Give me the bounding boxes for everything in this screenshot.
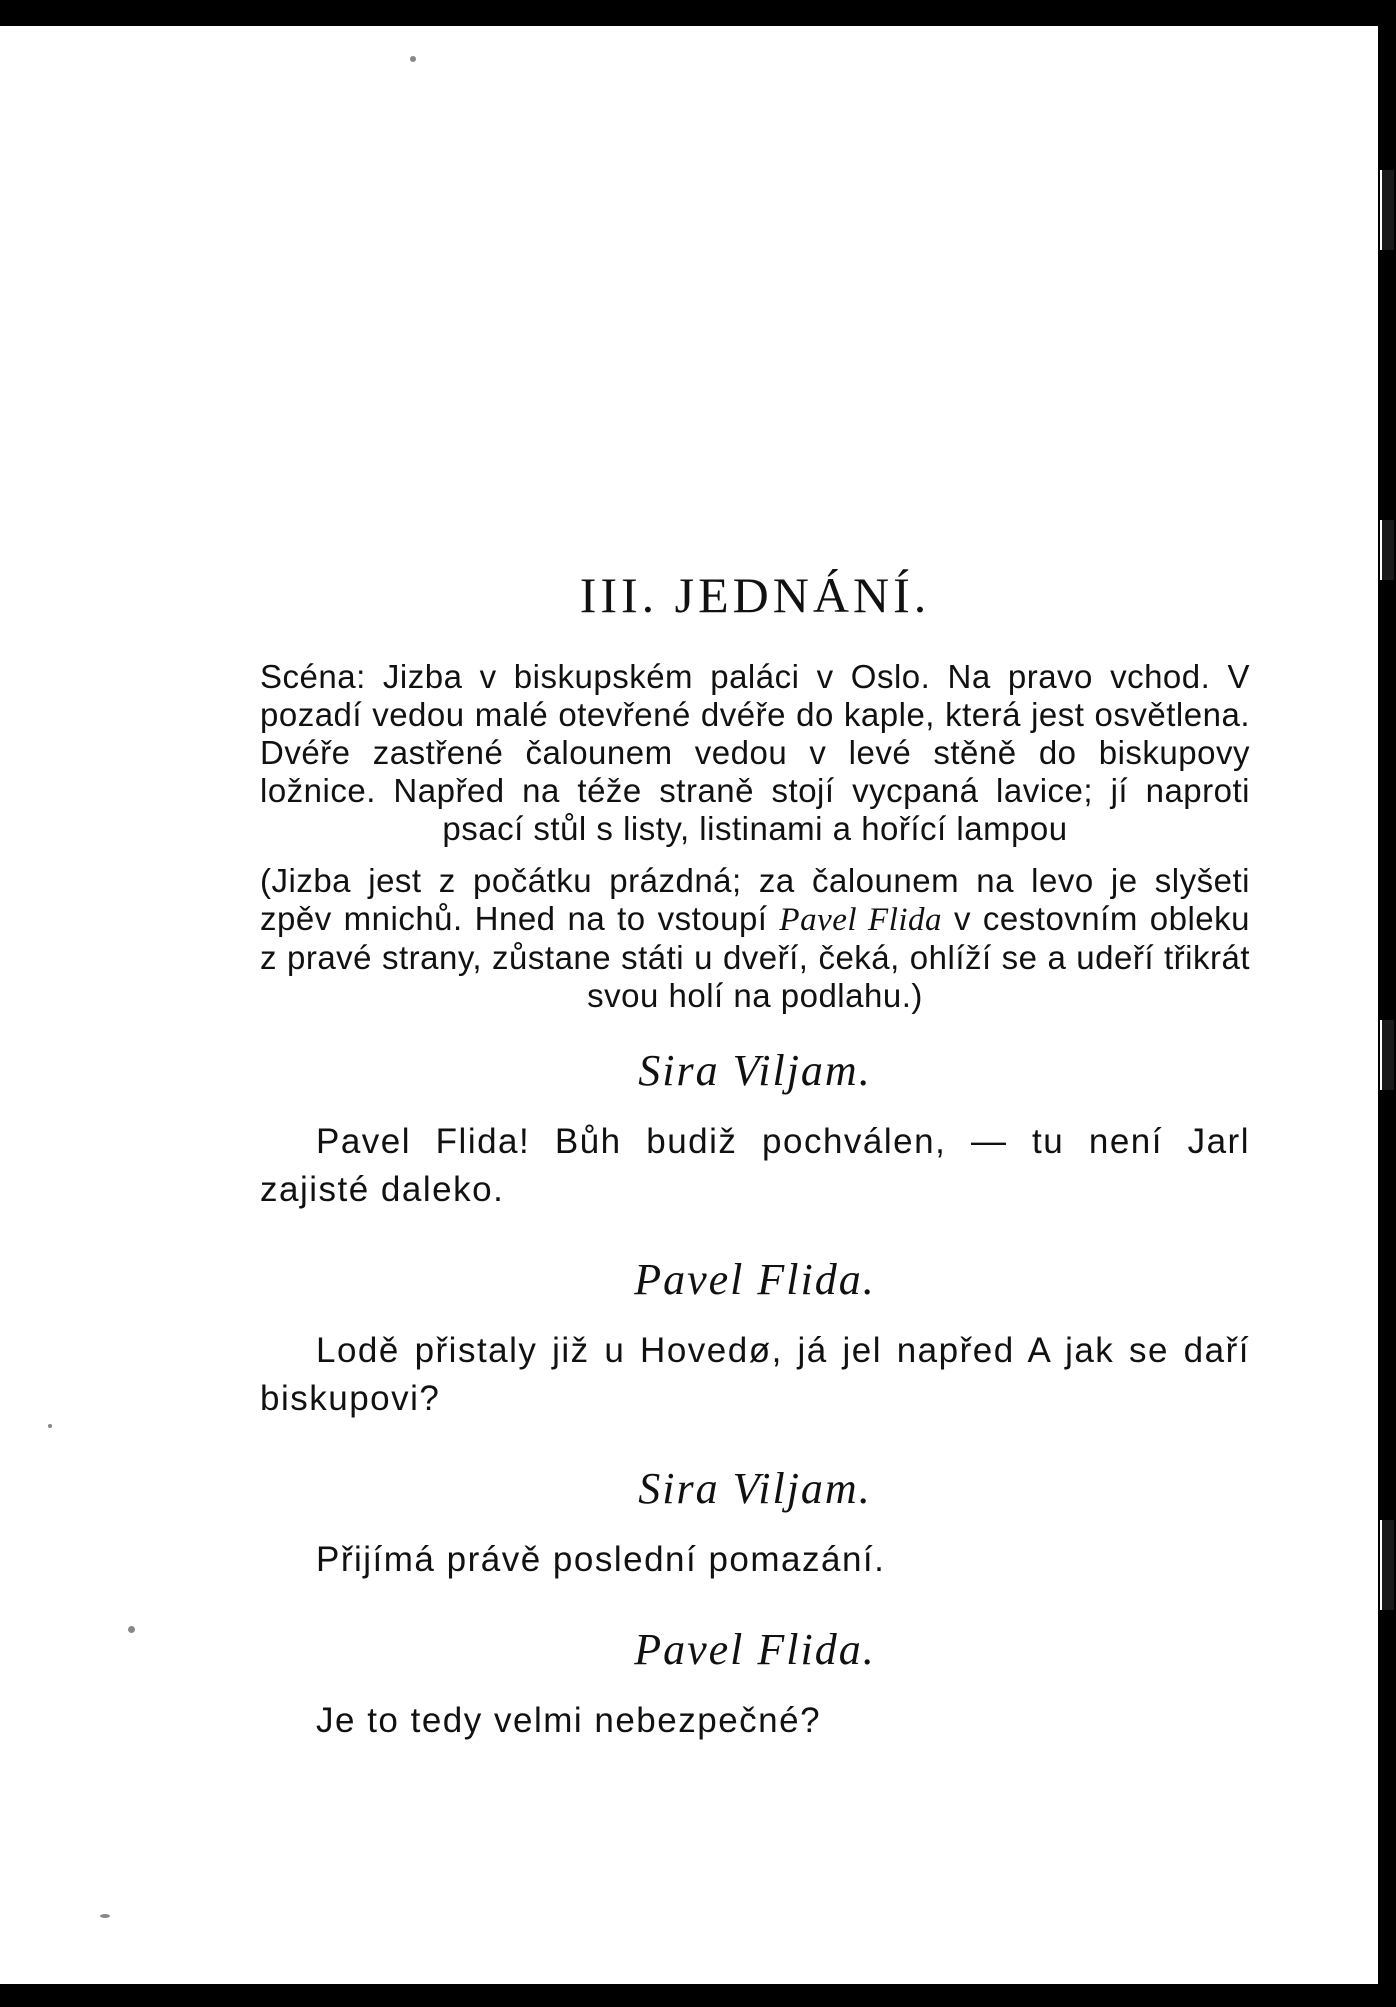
speaker-name: Pavel Flida.: [634, 1625, 876, 1674]
dust-speck: [410, 56, 416, 62]
stage-setting: Scéna: Jizba v biskupském paláci v Oslo. Na pravo vchod. V pozadí vedou malé otevřené dvéře do kaple, která jest osvětlena. Dvéře zastřené čalounem vedou v levé stěně do biskupovy ložnice. Napřed na téže straně stojí vycpaná lavice; jí naproti psací stůl s listy, listinami a hořící lampou: [260, 658, 1250, 847]
speech-line: Je to tedy velmi nebezpečné?: [316, 1701, 822, 1740]
binding-mark: [1380, 520, 1394, 580]
binding-mark: [1380, 170, 1394, 250]
dust-speck: [48, 1424, 52, 1428]
speech-line: Přijímá právě poslední pomazání.: [316, 1540, 886, 1579]
book-page: [0, 26, 1378, 1984]
dust-speck: [128, 1626, 135, 1633]
act-title: III. JEDNÁNÍ.: [579, 567, 931, 623]
direction-character-name: Pavel Flida: [779, 902, 943, 938]
scan-edge: [1378, 0, 1396, 2007]
speaker-name: Pavel Flida.: [634, 1255, 876, 1304]
speech-line: Lodě přistaly již u Hovedø, já jel napřed A jak se daří biskupovi?: [260, 1331, 1250, 1418]
stage-direction: [260, 862, 1250, 1015]
speech-line: Pavel Flida! Bůh budiž pochválen, — tu není Jarl zajisté daleko.: [260, 1122, 1250, 1209]
direction-text-end: v cestovním obleku z pravé strany, zůstane státi u dveří, čeká, ohlíží se a udeří třikrát svou holí na podlahu.): [260, 900, 1250, 1014]
speaker-name: Sira Viljam.: [638, 1464, 872, 1513]
direction-text-start: (Jizba jest z počátku prázdná; za čalounem na levo je slyšeti zpěv mnichů. Hned na to vstoupí: [260, 862, 1250, 937]
binding-mark: [1380, 1520, 1394, 1610]
dust-speck: [100, 1914, 110, 1918]
speaker-name: Sira Viljam.: [638, 1046, 872, 1095]
page-content: [260, 566, 1250, 1785]
binding-mark: [1380, 1020, 1394, 1090]
